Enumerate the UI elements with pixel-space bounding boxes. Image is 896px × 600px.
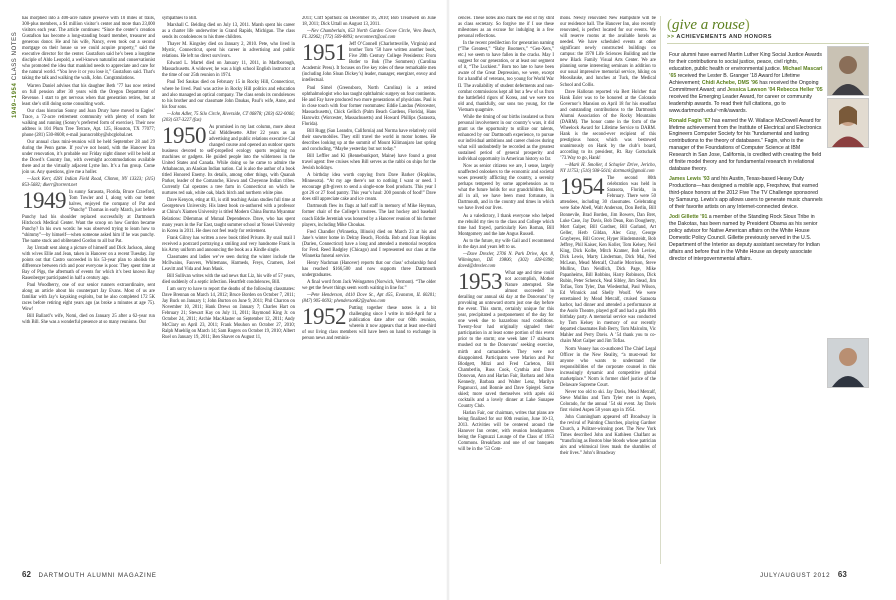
note-paragraph: cences. These notes also mark the end of my stint as class secretary. So forgive me if I use these milestones as an excuse for indulging in a few personal reflections.	[458, 16, 554, 40]
alumnus-photo	[827, 338, 869, 388]
note-paragraph: What age and time could not accomplish, Mother Nature attempted. She almost succeeded in derailing our annual ski day at the Donovans’ by provoking an untoward storm just one day before the event. This storm, certainly unique for this year, precipitated a postponement of the day for one week due to hazardous road conditions. Twenty-four had originally signaled their participation in at least some portion of this event prior to the storm; one week later 17 stalwarts mushed out to the Donovans’ seeking exercise, mirth and camaraderie. They were not disappointed. Participants were Marion and Pur Blodgett, Mitzi and Fred Carleton, Bill Chamberlin, Russ Cook, Cynthia and Dave Donovan, Ann and Harlan Fair, Barbara and John Kennedy, Barbara and Walter Lenz, Marilyn Paganucci, and Bonnie and Dave Spiegel. Some skied; more saved themselves with après ski cocktails and a lovely dinner at Lake Sunapee Country Club.	[458, 270, 554, 409]
sidebar-text: and his Austin, Texas-based Heavy Duty Productions—has designed a mobile app, Freqshow, that earned third-place honors at the 2012 Five The TV Challenge sponsored by Samsung. Lewis’s app allows users to generate music channels of their favorite artists on any Internet-connected device.	[669, 176, 823, 211]
spine-label: CLASS NOTES	[12, 31, 18, 81]
sidebar-text: received the Lester B. Granger ’18 Award for Lifetime Achievement;	[669, 72, 800, 86]
note-paragraph: Jay Urstadt sent along a picture of himself and Dick Jackson, along with wives Ellie and Jean, taken in Hanover on a recent Tuesday. Jay points out that Castro succeeded in his 53-year plan to abolish the difference between rich and poor everyone is poor. They spent time at Bay of Pigs, the aftermath of events for which it’s best known Ray Rasenberger participated in half a century ago.	[22, 245, 155, 281]
class-year-heading: 1954	[560, 174, 604, 200]
honoree-name: Chidi Achebe, DMS ’96	[701, 79, 758, 86]
honoree-name: Jessica Lawson ’04	[727, 86, 776, 93]
note-paragraph: Norm Veasey has co-authored The Chief Legal Officer in the New Reality, “a must-read for anyone who wants to understand the responsibilities of the corporate counsel in this increasingly dynamic and competitive global marketplace.” Norm is former chief justice of the Delaware Supreme Court.	[560, 346, 656, 388]
honoree-name: Jodi Gillette ’91	[669, 213, 708, 220]
note-paragraph: Our class historian Sonny and Joan Drury have moved to Eagles’ Trace, a 72-acre retirement community with plenty of room for walking and running (Sonny’s preferred form of exercise). Their new address is 104 Plum Tree Terrace, Apt. 125, Houston, TX 77077; phone (281) 530-8608; e-mail joanncrobby@sbcglobal.net.	[22, 108, 155, 138]
note-paragraph: Bill Ballard’s wife, Nomi, died on January 25 after a 62-year run with Bill. She was a wonderful presence at so many reunions. Our	[22, 314, 155, 326]
sidebar-paragraph	[669, 52, 823, 115]
note-paragraph: Dave Halloran reported via Bert Holcher that Hank Esler was to be honored at the Colorado Governor’s Mansion on April 18 for his steadfast and outstanding contributions to the Dartmouth Alumni Association of the Rocky Mountains (DARM). The honor came in the form of the Wheelock Award for Lifetime Service to DARM. Hank is the second-ever recipient of this prestigious honor, which was bestowed unanimously on Hank by the club’s board, according to its president, Rt. Ray Gottschalk ’73.Way to go, Hank!	[560, 89, 656, 162]
section-spine	[10, 24, 20, 124]
page-number: 63	[837, 570, 847, 579]
note-paragraph: sympathies to Bill.	[162, 16, 198, 21]
honoree-name: Rebecca Heller ’05	[776, 86, 823, 93]
portrait-image	[828, 339, 868, 387]
issue-date: JULY/AUGUST 2012	[760, 572, 831, 579]
sidebar-text: has earned the W. Wallace McDowell Award for lifetime achievement from the Institute of Electrical and Electronics Engineers Computer Society for his “fundamental and lasting contributions to the theory of databases.” Fagin, who is the manager of the Foundations of Computer Science at IBM Research in San Jose, California, is credited with creating the field of finite model theory and for fundamental research in relational database theory.	[669, 117, 822, 173]
portrait-image	[828, 99, 868, 147]
secretary-signature: —Mark H. Smoller, 4 Schuyler Drive, Jericho, NY 11753; (516) 938-5616; dartmark@gmail.com	[560, 163, 656, 175]
secretary-signature: —John Adler, 75 Silo Circle, Riverside, CT 06878; (203) 622-0066; (203) 637-3227 (fax)	[162, 111, 295, 123]
sidebar-text: Four alumni have earned Martin Luther King Social Justice Awards for their contributions to social justice, peace, civil rights, education, public health or environmental justice.	[669, 52, 823, 72]
note-paragraph: A birthday idea worth copying from Dave Barker (Hopkins, Minnesota). “At my age there’s not to nothing I want or need. I encourage gift-givers to send a single-note food products. This year I got 26 or 27 food pantry. This year’s haul: 200 pounds of food!” Dave does still appreciate cake and ice cream.	[302, 173, 436, 203]
note-paragraph: Harlan Fair, our chairman, writes that plans are being finalized for our 60th reunion, June 10-13, 2013. Activities will be centered around the Hanover Inn center, with reunion headquarters being the Fagnuzzi Lounge of the Class of 1953 Commons. Breakfasts and one of our banquets will be in the ’53 Com-	[458, 411, 554, 453]
note-paragraph: 2011; Cliff Spofholz on December 16, 2010; Bob Treadwell on June 18, 2011; Dick Uttall on August 13, 2011.	[302, 16, 436, 28]
give-a-rouse-sidebar	[660, 16, 869, 564]
spine-years: 1949–1954	[12, 82, 18, 118]
note-paragraph: Paul Ted Saukas died on February 15 in Rocky Hill, Connecticut, where he lived. Paul was active in Rocky Hill politics and education and also managed an optical company. The class sends its condolences to his brother and our classmate John Daukas, Paul’s wife, Anne, and his four sons.	[162, 80, 295, 110]
class-year-heading: 1950	[162, 122, 206, 148]
spine-text	[12, 28, 18, 118]
note-paragraph: As to the future, my wife Gail and I recommend in the days and years left to us.	[458, 238, 554, 250]
class-year-heading: 1949	[22, 188, 66, 214]
note-paragraph: Dave Kenyon, eting at 83, is still teaching Asian studies full time at Georgetown University. His latest book co-authored with a professor at China’s Xiamen University is titled Modern China Burma Myanmar Relations: Dilemmas of Mutual Dependence. Dave, who has spent many years in the Far East, taught summer school at Yonsei University in Korea in 2011. He does not feel ready for retirement.	[162, 198, 295, 234]
note-paragraph: Warren Daniel advises that his daughter Beth ’77 has now retired on full pension after 30 years with the Oregon Department of Revenue. I start to get nervous when that generation retires, but at least she’s still doing some consulting work.	[22, 83, 155, 107]
note-paragraph: Marshall C. Belding died on July 13, 2011. Marsh spent his career as a charter life underwriter in Grand Rapids, Michigan. The class sends its condolences to his three children.	[162, 23, 295, 41]
right-column-1	[458, 16, 554, 568]
note-paragraph: Bill Rugg (San Leandro, California) and Norma have relatively cold their snowmobiles. They still travel the world in motor homes. He describes looking up at the summit of Mount Kilimanjaro last spring and concluding, “Maybe yesterday but not today.”	[302, 128, 436, 152]
note-paragraph: In the recent predilection for generation naming (“The Greatest,” “Baby Boomers,” “Gen-Xers,” etc.) we seem to have fallen in the cracks. May I suggest for our generation, or at least our segment of it, “The Luckiest.” Born too late to have been aware of the Great Depression, we were, except for a handful of veterans, too young for World War II. The availability of student deferments and non-combat commissions kept all but a few of us from the battlefield rigors of Korea, and we were too old and, thankfully, our sons too young, for the Vietnam quagmire.	[458, 41, 554, 113]
sidebar-text: has received the Ongoing Commitment Award; and	[669, 79, 819, 93]
note-paragraph: Our annual class mini-reunion will be held September 28 and 29 during the Penn game. If you’ve not heard, with the Hanover Inn under renovation, it’s probable our Friday night dinner will be held at the Dowd’s Country Inn, with overnight accommodations available there and at the virtually adjacent Lyme Inn. It’s a fun group. Come join us. Any questions, give me a holler.	[22, 139, 155, 176]
right-column-2	[560, 16, 656, 568]
note-paragraph: Paul Simel (Greensboro, North Carolina) is a retired ophthalmologist who has taught ophthalmic surgery on four continents. He and Fay have produced two more generations of physicians. Paul is in close touch with four former roommates: Eddie Landau (Worcester, Massachusetts), Chick Gellich (Palm Beach Gardens, Florida), Hans Harowitz (Worcester, Massachusetts) and Howard Phillips (Sarasota, Florida).	[302, 85, 436, 127]
page-number: 62	[22, 570, 31, 579]
note-paragraph: While the timing of our births insulated us from personal involvement in our country’s wars, it did grant us the opportunity to utilize our talents, enhanced by our Dartmouth experience, to pursue our individual ambitions and career choices during what will undoubtedly be recorded as the greatest sustained period of general prosperity and individual opportunity in American history so far.	[458, 114, 554, 163]
alumnus-photo	[827, 46, 869, 96]
honoree-name: James Lewis ’93	[669, 176, 710, 183]
left-column-3	[302, 16, 436, 568]
brace-open: (	[667, 17, 672, 33]
note-paragraph: Classmates and ladies we’ve seen during the winter include the McIlwains, Fauvers, Whitemans, Harmeds, Freys, Cramers, Joel Leavitt and Vida and Jean Mauk.	[162, 254, 295, 272]
left-column-2	[162, 16, 295, 568]
note-paragraph: Paul Woodberry, one of our senior runners extraordinaire, sent along an article about his counterpart Jay Evans. Most of us are familiar with Jay’s kayaking exploits, but he also completed 172 5K races before retiring eight years ago (as broke a minutes at age 75). Wow!	[22, 283, 155, 313]
note-paragraph: The second 80th celebration was held in Sarasota, Florida, in February. There were 50 attendees, including 30 classmates. Celebrating were Sabe Abell, Walt Anderson, Don Berlin, Bill Bonnevile, Brad Borden, Jim Bowers, Dan Bret, Luke Case, Jay Davis, Bob Dean, Ron Dougherty, Mort Galper, Bill Gardner, Bill Garland, Art Geller, Herb Gildan, Alec Gray, George Graybeyes, Bill Grover, Hyper Hindemsteidt, Bob Jeffrey, Phil Kaiser, Ken Koller, Tom Kelsey, Neil King, Dick Kolbe, Mitch Kramer, Bob Levine, Dick Lewis, Marty Linderman, Dick Mai, Ned McLean, Mead Metcalf, Charlie Morrison, Steve Mullins, Dan Neidlich, Dick Page, Mike Papanheims, Bill Robbins, Harry Robinson, Dick Rubin, Peter Schenck, Neal Sibley, Jim Stead, Jim Tofias, Tom Tyler, Dan Wiedenthal, Paul Wilson, Ed Winnick and Shelly Woolf. We were entertained by Mead Metcalf, cruised Sarasota harbor, had dinner and attended a performance at the Asolo Theatre, played golf and had a gala 80th birthday party. A memorial service was conducted by Tom Kelsey in memory of our recently departed classmates Bob Berry, Tom Malcolm, Vic Mahler and Perry Davis. A ’54 thank you to co-chairs Mort Galper and Jim Tofias.	[560, 176, 656, 345]
left-column-1	[22, 16, 155, 568]
note-paragraph: Edward L. Martel died on January 11, 2011, in Marlborough, Massachusetts. A widower, he was a high school English instructor at the time of our 25th reunion in 1974.	[162, 61, 295, 79]
note-paragraph: Dartmouth flew its flags at half staff in memory of Mike Heyman, former chair of the College’s trustees. The last hockey and baseball coach Eddie Jeremiah was honored by a Hanover reunion of his former players, including Mike Choukas.	[302, 204, 436, 228]
sidebar-paragraph	[669, 118, 823, 174]
sidebar-title	[667, 16, 869, 34]
class-year-heading: 1953	[458, 268, 502, 294]
secretary-signature: —Jack Kerr, 4281 Indian Field Road, Clinton, NY 13323; (315) 853-5682; dkerr@torrent.net	[22, 177, 155, 189]
class-year-heading: 1952	[302, 304, 346, 330]
honoree-name: Ronald Fagin ’67	[669, 117, 711, 124]
note-paragraph: Henry Nachman (Hanover) reports that our class’ scholarship fund has reached $166,500 and now supports three Dartmouth undergraduates.	[302, 260, 436, 278]
secretary-signature: —Pete Henderson, 4410 Dove St., Apt 455, Evanston, IL 60201; (847) 905-0693; phenderson82@yahoo.com	[302, 293, 436, 305]
note-paragraph: Fred Chandler (Winnetka, Illinois) died on March 23 at his and Jane’s winter home in Delray Beach, Florida. Bob and Joan Hopkins (Darien, Connecticut) have a long and attended a memorial reception for Fred. Reed Badgley (Chicago) and I represented our class at the Winnetka funeral service.	[302, 229, 436, 259]
alumnus-photo	[827, 98, 869, 148]
sidebar-text: a member of the Standing Rock Sioux Tribe in the Dakotas, has been named by President Obama as his senior policy advisor for Native American affairs on the White House Domestic Policy Council. Gillette previously served in the U.S. Department of the Interior as deputy assistant secretary for Indian affairs and before that in the White House as deputy associate director of intergovernmental affairs.	[669, 213, 820, 262]
note-paragraph: I am sorry to have to report the deaths of the following classmates: Dave Brennan on March 14, 2012; Bruce Borden on October 7, 2011; Jay Buck on January 1; John Burton on June 9, 2011; Phil Charron on November 10, 2011; Hank Drews on January 7; Charles Hart on February 21; Stewart Kay on July 11, 2011; Raymond King Jr. on October 24, 2011; Archie MacAlaster on September 12, 2011; Andy McClary on April 23, 2011; Frank Mouhon on October 27, 2010; Ralph Muehlig on March 14; Sam Rogers on October 19, 2010; Albert Ruel on January 19, 2011; Ben Shaver on August 11,	[162, 287, 295, 341]
sidebar-text-column	[669, 52, 823, 266]
sidebar-paragraph	[669, 176, 823, 211]
honoree-name: Michael Mascari ’65	[669, 65, 823, 79]
sidebar-title-text: give a rouse	[672, 17, 745, 33]
note-paragraph: Bill Leffler and Ki (Rennebunkport, Maine) have found a great travel agent: free cruises when Bill serves as the rabbi on ships for the Jewish holidays.	[302, 154, 436, 172]
double-chevron-icon: >>	[667, 34, 675, 40]
note-paragraph: A final word from Jack Weingarten (Norwich, Vermont). “The older we get the fewer things seem worth waiting in line for.”	[302, 279, 436, 292]
note-paragraph: has morphed into a 400-acre nature preserve with 10 miles of trails, 300-plus members, a $1 million visitor’s center and more than 23,000 visitors each year. The article continues: “Since the center’s creation Gustafson has become a long-standing board member, treasurer and generous donor. He and his wife, Nancy, even took out a second mortgage on their house so we could acquire property,” said the executive director for the center. Gustafson said he’s been a longtime disciple of Aldo Leopold, a well-known naturalist and conservationist who promoted the idea that mankind needs to appreciate and care for the natural world. “You love it or you lose it,” Gustafson said. That’s taking the talk and walking the walk, John. Congratulations.	[22, 16, 155, 82]
right-page-footer	[760, 570, 847, 579]
secretary-signature: —Dave Drexler, 2706 N. Park Drive, Apt. 8, Wilmington, DE 19806; (302) 428-0398; daved@drexler.com	[458, 251, 554, 269]
note-paragraph: Thayer M. Kingsley died on January 2, 2010. Pete, who lived in Mystic, Connecticut, spent his career in advertising and public relations. He left no direct survivors.	[162, 42, 295, 60]
page-gutter	[446, 0, 450, 600]
class-year-heading: 1951	[302, 40, 346, 66]
note-paragraph: John Cunningham appeared off Broadway in the revival of Painting Churches, playing Gardner Church, a Pulitzer-winning poet. The New York Times described John and Kathleen Chalfant as “transfixing as Boston blue bloods whose patrician airs and whimsical lives mask the shambles of their lives.” John’s Broadway	[560, 415, 656, 457]
brace-close: )	[744, 17, 750, 33]
note-paragraph: In sunny Sarasota, Florida, Bruce Crawford, Tom Towler and I, along with our better halves, enjoyed the company of Pat and “Punchy” Thomas in early March, just before Punchy had his shoulder replaced successfully at Dartmouth Hitchcock Medical Center. Want the scoop on how Gordon became Punchy? In his own words: he was observed trying to learn how to “shimmy”—by himself—when someone asked him if he was punchy. The name stuck and obliterated Gordon to all but Pat.	[22, 190, 155, 244]
note-paragraph: As a valedictory, I thank everyone who helped me rebuild my ties to the class and College which time had frayed, particularly Ken Roman, Bill Montgomery and the late Angus Russell.	[458, 213, 554, 237]
sidebar-heading	[667, 34, 869, 44]
note-paragraph: Jeff O’Connell (Charlottesville, Virginia) and brother Tom ’50 have written another book, Five 20th Century College Presidents: From Butler to Bok (The Sommers) (Carolina Academic Press). It focuses on five key roles of these remarkable men (including John Sloan Dickey’s) leader, manager, energizer, envoy and intellectual.	[302, 42, 436, 84]
note-paragraph: Bill Sullivan writes with the sad news that Liz, his wife of 57 years, died suddenly of a septic infection. Heartfelt condolences, Bill.	[162, 273, 295, 285]
note-paragraph: Now as senior citizens we are, I sense, largely unaffected onlookers to the economic and societal woes presently afflicting the country, a serenity perhaps tempered by some apprehension as to what the future holds for our grandchildren. But, all in all, we have been most fortunate, in Dartmouth, and in the country and times in which we have lived our lives.	[458, 164, 554, 212]
note-paragraph: Never too old to ski. Jay Davis, Mead Metcalf, Steve Mullins and Tom Tyler met in Aspen, Colorado, for the annual ’54 ski event. Jay Davis first visited Aspen 58 years ago in 1954.	[560, 389, 656, 413]
left-page-footer	[22, 570, 157, 579]
note-paragraph: mons. Newly renovated New Hampshire will be our residence hall. The Hanover Inn, also recently renovated, is perfect located for our events. We will reserve rooms at the available hotels as needed. We have scheduled events at other significant newly constructed buildings on campus: the 1978 Life Sciences Building and the new Black Family Visual Arts Center. We are planning some interesting seminars in addition to our usual impressive memorial service, hiking on Moosilauke, and lunches at Tuck, the Medical School and Collis.	[560, 16, 656, 88]
portrait-image	[828, 47, 868, 95]
secretary-signature: —Nev Chamberlain, 653 North Garden Grove Circle, Vero Beach, FL 32962; (772) 569-8893; nevconnect@aol.com	[302, 29, 436, 41]
note-paragraph: As promised in my last column, more about Cal Middlesette. After 22 years as an advertising and public relations executive Cal changed course and opened an outdoor sports business devoted to self-propelled ecology sports requiring no machines or gadgets. He guided people into the wilderness in the United States and Canada. While doing so he came to admire the Athabascan, an Alaskan Indian nation. Cal is also the author of a book titled Honored Enemy. Its details, among other things, with Quanah Parker, leader of the Comanche, Kiowa and Cheyenne Indian tribes. Currently Cal operates a tree farm in Connecticut on which he nurtures red oak, white oak, black birch and northern white pine.	[162, 124, 295, 197]
sidebar-paragraph	[669, 214, 823, 263]
magazine-name: DARTMOUTH ALUMNI MAGAZINE	[38, 572, 157, 579]
note-paragraph: Frank Gilroy has written a new book titled Private. By snail mail I received a postcard portraying a smiling and very handsome Frank in his Army uniform and announcing the book as a Kindle single.	[162, 235, 295, 253]
sidebar-text: received the Emerging Leader Award, for career or community leadership awards. To read their full citations, go to www.dartmouth.edu/~mlk/awards.	[669, 93, 812, 114]
sidebar-heading-text: ACHIEVEMENTS AND HONORS	[676, 34, 772, 40]
note-paragraph: Putting together these notes is a bit challenging since I write in mid-April for a publication date after our 60th reunion, wherein it now appears that at least one-third of our living class members will have been on hand to exchange in person news and reminis-	[302, 306, 436, 342]
